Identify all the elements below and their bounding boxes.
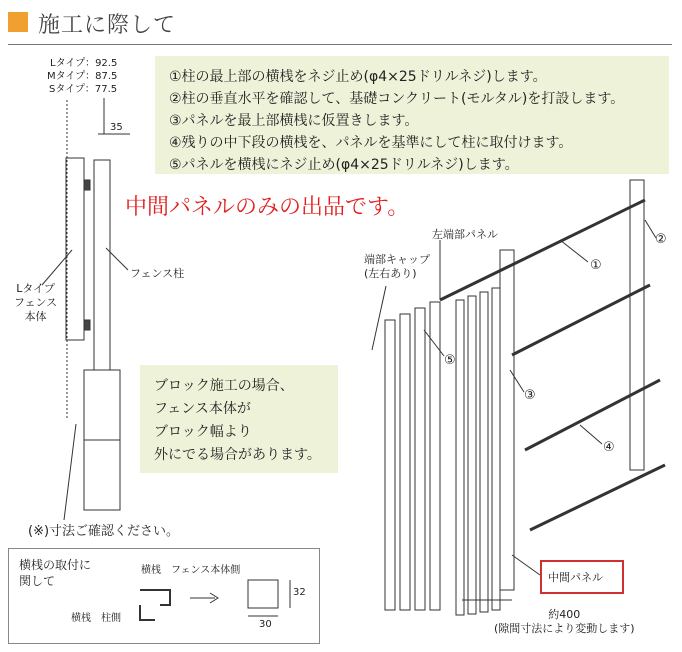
left-end-panel-label: 左端部パネル <box>432 228 498 241</box>
callout-4: ④ <box>603 440 615 455</box>
fence-post-label: フェンス柱 <box>130 267 185 280</box>
rail-body-side-label: 横桟 フェンス本体側 <box>141 565 241 576</box>
rail-section <box>248 580 278 608</box>
fence-post <box>94 160 110 370</box>
middle-panel-leader <box>512 555 540 575</box>
page-title: 施工に際して <box>38 13 177 38</box>
post-left <box>500 250 514 590</box>
rail-3 <box>525 380 660 450</box>
size-m: Mタイプ：87.5 <box>47 71 118 82</box>
l-type-body-label: Lタイプ フェンス 本体 <box>14 282 58 323</box>
dim-35: 35 <box>110 122 123 133</box>
arrow-icon <box>190 593 218 603</box>
rail-4 <box>530 465 665 530</box>
rail-post-profile <box>140 605 155 620</box>
rail-1 <box>440 200 645 300</box>
rail-body-profile <box>140 590 170 605</box>
block-note-1: ブロック施工の場合、 <box>154 378 294 394</box>
callout-5: ⑤ <box>444 353 456 368</box>
callout-3: ③ <box>524 388 536 403</box>
width-note: 約400 (隙間寸法により変動します) <box>494 608 635 635</box>
size-l: Lタイプ：92.5 <box>50 58 118 69</box>
note-5: ⑤パネルを横桟にネジ止め(φ4×25ドリルネジ)します。 <box>169 157 519 173</box>
post-leader <box>106 248 128 270</box>
rail-2 <box>512 285 650 355</box>
callout-2: ② <box>655 232 667 247</box>
post-right <box>630 180 644 470</box>
dim-32: 32 <box>293 587 306 598</box>
middle-panel-slats <box>456 288 500 615</box>
confirm-note: (※)寸法ご確認ください。 <box>28 524 180 539</box>
callout-2-leader <box>645 220 656 238</box>
callout-5-leader <box>424 330 444 356</box>
bracket-bottom <box>84 320 90 330</box>
cap-leader <box>372 286 386 350</box>
callout-3-leader <box>510 370 524 392</box>
block-note-2: フェンス本体が <box>154 401 251 417</box>
body-leader <box>42 250 72 285</box>
red-notice: 中間パネルのみの出品です。 <box>125 195 410 220</box>
legend-title: 横桟の取付に 関して <box>19 558 92 588</box>
dim-30: 30 <box>259 619 272 630</box>
callout-1: ① <box>590 258 602 273</box>
callout-1-leader <box>560 240 588 262</box>
rail-post-side-label: 横桟 柱側 <box>71 613 121 624</box>
bracket-top <box>84 180 90 190</box>
note-2: ②柱の垂直水平を確認して、基礎コンクリート(モルタル)を打設します。 <box>169 91 625 107</box>
block-note-4: 外にでる場合があります。 <box>154 447 321 463</box>
fence-body <box>66 158 84 340</box>
note-3: ③パネルを最上部横桟に仮置きします。 <box>169 113 419 129</box>
note-4: ④残りの中下段の横桟を、パネルを基準にして柱に取付けます。 <box>169 135 573 151</box>
block-note-3: ブロック幅より <box>154 424 252 440</box>
end-panel-slats <box>385 302 440 610</box>
callout-4-leader <box>580 425 602 444</box>
middle-panel-label: 中間パネル <box>548 571 603 584</box>
size-s: Sタイプ：77.5 <box>49 84 118 95</box>
end-cap-label: 端部キャップ (左右あり) <box>364 253 430 280</box>
confirm-leader <box>64 424 76 520</box>
note-1: ①柱の最上部の横桟をネジ止め(φ4×25ドリルネジ)します。 <box>169 69 547 85</box>
